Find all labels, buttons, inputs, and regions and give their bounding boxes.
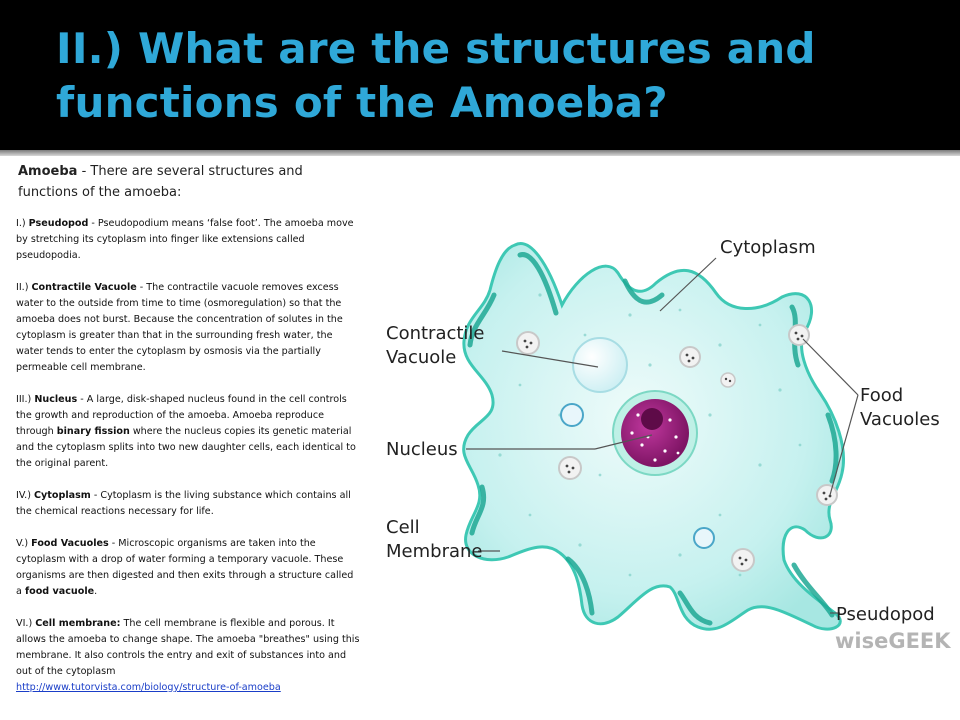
food-vacuole xyxy=(721,373,735,387)
section-description-cont: where the nucleus copies its genetic material and the cytoplasm splits into two new daughter cells, each identical to the original parent. xyxy=(16,426,356,469)
section-description: - Microscopic organisms are taken into the cytoplasm with a drop of water forming a temporary vacuole. These organisms are then digested and then exits through a structure called a xyxy=(16,538,354,597)
label-cytoplasm: Cytoplasm xyxy=(720,237,816,258)
section-description: - Cytoplasm is the living substance which contains all the chemical reactions necessary for life. xyxy=(16,490,351,517)
section-contractile-vacuole xyxy=(16,280,361,376)
label-pseudopod: Pseudopod xyxy=(836,604,935,625)
label-cell: Cell xyxy=(386,517,420,538)
section-pseudopod xyxy=(16,216,361,264)
source-link[interactable]: http://www.tutorvista.com/biology/structure-of-amoeba xyxy=(16,682,281,693)
section-description: - Pseudopodium means ‘false foot’. The amoeba move by stretching its cytoplasm into finger like extensions called pseudopodia. xyxy=(16,218,354,261)
section-description: - A large, disk-shaped nucleus found in the cell controls the growth and reproduction of the amoeba. Amoeba reproduce through xyxy=(16,394,347,437)
section-emphasis: food vacuole xyxy=(24,586,95,597)
food-vacuole xyxy=(559,457,581,479)
section-food-vacuoles xyxy=(16,536,361,600)
section-emphasis: binary fission xyxy=(56,426,130,437)
section-description: The cell membrane is flexible and porous. It allows the amoeba to change shape. The amoeba "breathes" using this membrane. It also controls the entry and exit of substances into and out of the cytoplasm xyxy=(16,618,360,677)
structures-list xyxy=(16,216,361,712)
section-term: Cell membrane: xyxy=(35,618,121,629)
food-vacuole xyxy=(817,485,837,505)
section-cell-membrane xyxy=(16,616,361,696)
section-number: II.) xyxy=(16,282,32,293)
section-term: Cytoplasm xyxy=(34,490,91,501)
contractile-vacuole xyxy=(573,338,627,392)
intro-term: Amoeba xyxy=(18,164,78,179)
section-number: V.) xyxy=(16,538,32,549)
section-description: - The contractile vacuole removes excess water to the outside from time to time (osmoregulation) so that the amoeba does not burst. Because the concentration of solutes in the cytoplasm is greater than that in the surrounding fresh water, the water tends to enter the cytoplasm by osmosis via the partially permeable cell membrane. xyxy=(16,282,343,373)
food-vacuole xyxy=(732,549,754,571)
label-contractile: Contractile xyxy=(386,323,485,344)
section-nucleus xyxy=(16,392,361,472)
label-vacuoles: Vacuoles xyxy=(860,409,940,430)
label-vacuole: Vacuole xyxy=(386,347,457,368)
small-vacuole xyxy=(694,528,714,548)
section-number: III.) xyxy=(16,394,35,405)
header-divider xyxy=(0,150,960,156)
nucleolus xyxy=(641,408,663,430)
section-term: Food Vacuoles xyxy=(31,538,109,549)
label-food: Food xyxy=(860,385,904,406)
small-vacuole xyxy=(561,404,583,426)
section-cytoplasm xyxy=(16,488,361,520)
section-term: Contractile Vacuole xyxy=(31,282,137,293)
watermark-logo: wiseGEEK xyxy=(835,629,951,653)
section-description-cont: . xyxy=(94,586,98,597)
section-number: I.) xyxy=(16,218,29,229)
section-number: VI.) xyxy=(16,618,36,629)
food-vacuole xyxy=(680,347,700,367)
food-vacuole xyxy=(517,332,539,354)
section-number: IV.) xyxy=(16,490,34,501)
section-term: Pseudopod xyxy=(28,218,89,229)
section-term: Nucleus xyxy=(34,394,78,405)
label-nucleus: Nucleus xyxy=(386,439,458,460)
amoeba-diagram xyxy=(380,215,960,665)
intro-description: - There are several structures and functions of the amoeba: xyxy=(18,164,303,200)
slide-title: II.) What are the structures and functions of the Amoeba? xyxy=(56,24,816,127)
intro-text xyxy=(18,161,358,203)
label-membrane: Membrane xyxy=(386,541,483,562)
